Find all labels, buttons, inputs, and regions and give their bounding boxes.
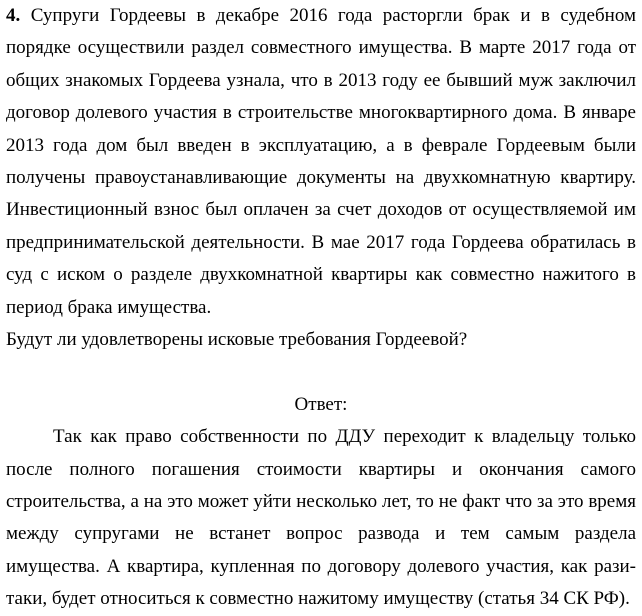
answer-heading: Ответ: [294, 393, 348, 415]
question-text: Будут ли удовлетворены исковые требования Гордеевой? [6, 329, 468, 351]
answer-text: Так как право собственности по ДДУ переходит к владельцу только после полного погашения стоимости квартиры и окончания самого строительства, а на это может уйти несколько лет, то не факт что за это время между супругами не встанет вопрос развода и тем самым раздела имущества. А квартира, купленная по договору долевого участия, как рази-таки, будет относиться к совместно нажитому имуществу (статья 34 СК РФ). [6, 426, 636, 610]
problem-number: 4. [6, 5, 21, 26]
blank-line [6, 356, 636, 388]
problem-text: Супруги Гордеевы в декабре 2016 года расторгли брак и в судебном порядке осуществили раздел совместного имущества. В марте 2017 года от общих знакомых Гордеева узнала, что в 2013 году ее бывший муж заключил договор долевого участия в строительстве многоквартирного дома. В январе 2013 года дом был введен в эксплуатацию, а в феврале Гордеевым были получены правоустанавливающие документы на двухкомнатную квартиру. Инвестиционный взнос был оплачен за счет доходов от осуществляемой им предпринимательской деятельности. В мае 2017 года Гордеева обратилась в суд с иском о разделе двухкомнатной квартиры как совместно нажитого в период брака имущества. [6, 5, 636, 318]
problem-paragraph [6, 0, 636, 324]
